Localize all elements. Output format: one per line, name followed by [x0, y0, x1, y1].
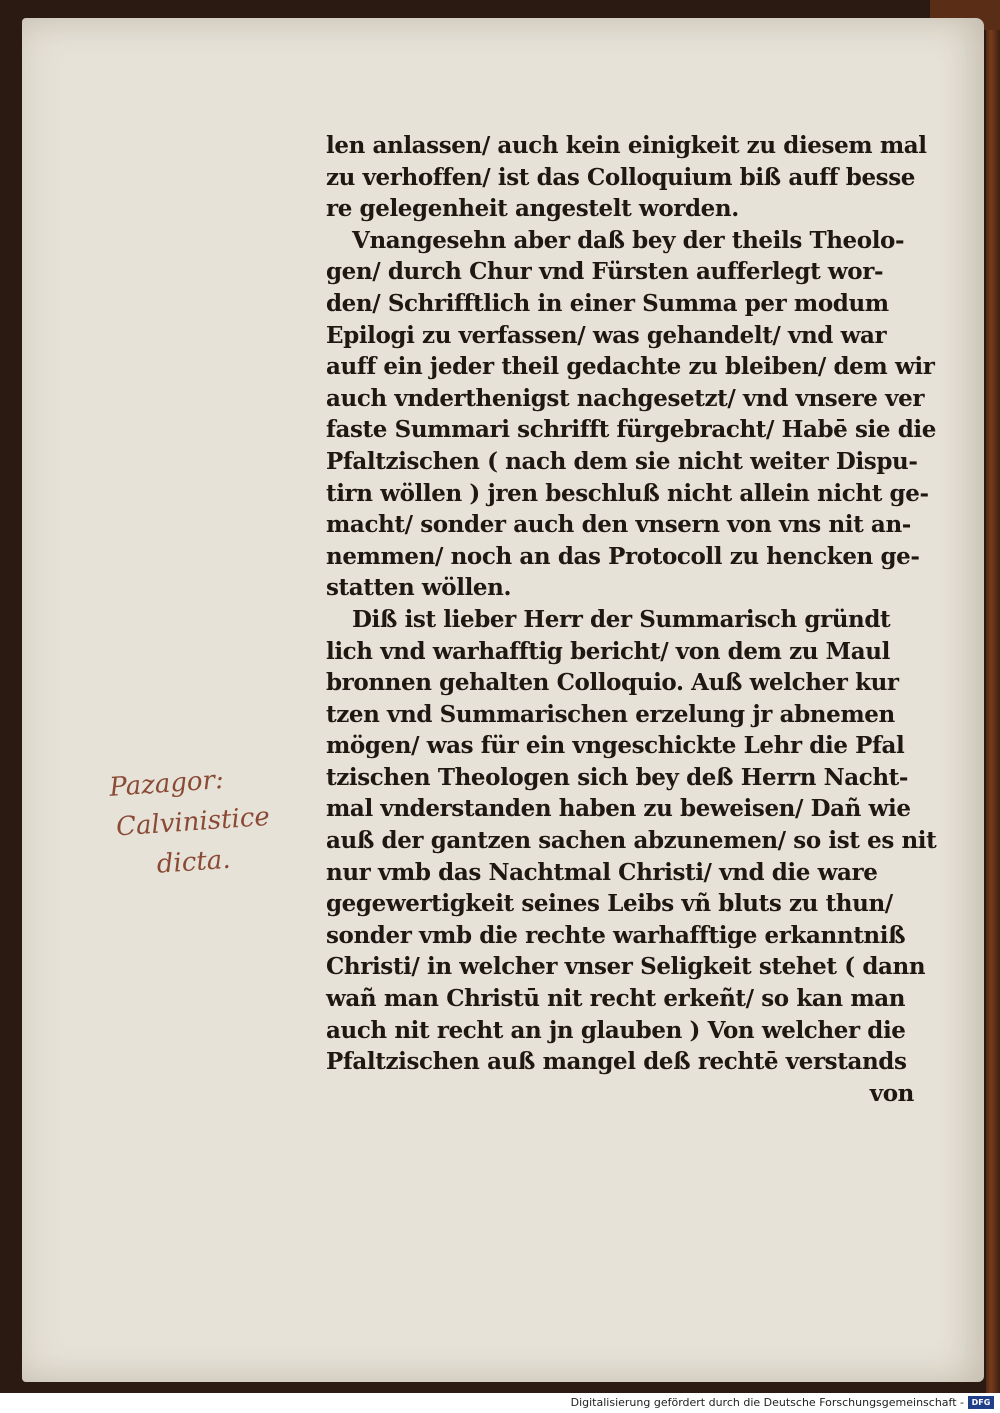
marginal-note-line: Calvinistice	[115, 801, 271, 843]
text-line: lich vnd warhafftig bericht/ von dem zu Maul	[326, 637, 890, 665]
text-line: tirn wöllen ) jren beschluß nicht allein nicht ge-	[326, 479, 929, 507]
text-line: auß der gantzen sachen abzunemen/ so ist es nit	[326, 827, 937, 855]
text-line: Christi/ in welcher vnser Seligkeit stehet ( dann	[326, 953, 926, 981]
text-line: auch vnderthenigst nachgesetzt/ vnd vnsere ver	[326, 384, 925, 412]
text-line: macht/ sonder auch den vnsern von vns nit an-	[326, 511, 911, 539]
text-line: wañ man Christū nit recht erkeñt/ so kan man	[326, 985, 906, 1013]
text-line: nur vmb das Nachtmal Christi/ vnd die ware	[326, 858, 878, 886]
text-line: auff ein jeder theil gedachte zu bleiben/ dem wir	[326, 353, 935, 381]
footer-bar	[0, 1393, 1000, 1413]
marginal-note-line: dicta.	[155, 844, 232, 880]
text-line: statten wöllen.	[326, 574, 512, 602]
footer-credit: Digitalisierung gefördert durch die Deutsche Forschungsgemeinschaft -	[570, 1396, 964, 1409]
book-edge	[986, 0, 1000, 1393]
text-line: mögen/ was für ein vngeschickte Lehr die Pfal	[326, 732, 905, 760]
marginal-note	[108, 752, 346, 888]
text-line: den/ Schrifftlich in einer Summa per modum	[326, 289, 889, 317]
text-line: Epilogi zu verfassen/ was gehandelt/ vnd war	[326, 321, 887, 349]
text-line: re gelegenheit angestelt worden.	[326, 195, 739, 223]
text-line: zu verhoffen/ ist das Colloquium biß auff besse	[326, 163, 916, 191]
text-line: gen/ durch Chur vnd Fürsten aufferlegt wor-	[326, 258, 884, 286]
text-line: tzischen Theologen sich bey deß Herrn Nacht-	[326, 763, 909, 791]
body-text	[326, 130, 937, 1109]
text-line: Diß ist lieber Herr der Summarisch gründt	[352, 605, 891, 633]
text-line: gegewertigkeit seines Leibs vñ bluts zu thun/	[326, 890, 893, 918]
text-line: faste Summari schrifft fürgebracht/ Habē sie die	[326, 416, 936, 444]
text-line: bronnen gehalten Colloquio. Auß welcher kur	[326, 669, 899, 697]
text-line: Vnangesehn aber daß bey der theils Theolo-	[352, 226, 905, 254]
text-line: tzen vnd Summarischen erzelung jr abnemen	[326, 700, 895, 728]
catchword: von	[869, 1079, 914, 1107]
text-line: Pfaltzischen ( nach dem sie nicht weiter Dispu-	[326, 447, 918, 475]
text-line: nemmen/ noch an das Protocoll zu hencken ge-	[326, 542, 920, 570]
text-line: sonder vmb die rechte warhafftige erkanntniß	[326, 921, 906, 949]
text-line: mal vnderstanden haben zu beweisen/ Dañ wie	[326, 795, 911, 823]
text-line: Pfaltzischen auß mangel deß rechtē verstands	[326, 1048, 907, 1076]
text-line: auch nit recht an jn glauben ) Von welcher die	[326, 1016, 906, 1044]
marginal-note-line: Pazagor:	[108, 764, 225, 803]
dfg-logo[interactable]: DFG	[968, 1396, 994, 1409]
text-line: len anlassen/ auch kein einigkeit zu diesem mal	[326, 132, 927, 159]
